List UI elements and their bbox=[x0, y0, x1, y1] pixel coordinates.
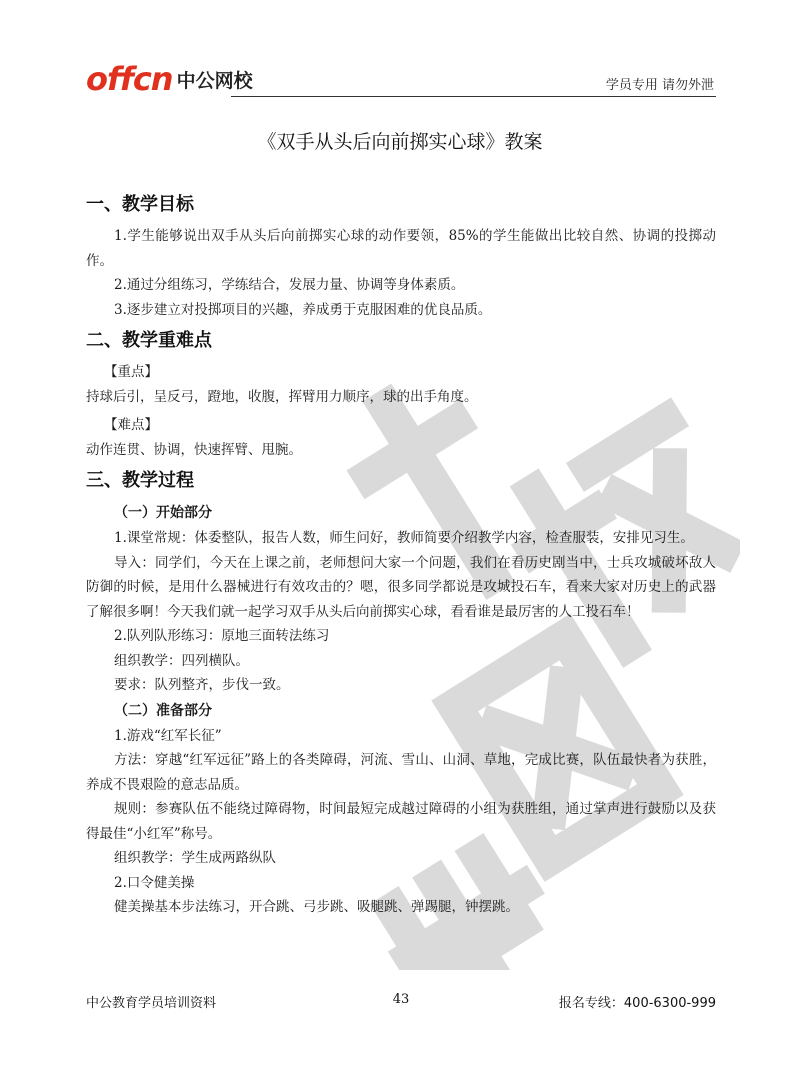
difficulties-label: 【难点】 bbox=[104, 417, 158, 433]
header-note: 学员专用 请勿外泄 bbox=[605, 78, 714, 93]
section-heading-process: 三、教学过程 bbox=[86, 470, 194, 491]
page-number: 43 bbox=[392, 992, 410, 1007]
difficulties-text: 动作连贯、协调，快速挥臂、甩腕。 bbox=[86, 441, 302, 458]
paragraph: 1.学生能够说出双手从头后向前掷实心球的动作要领，85%的学生能做出比较自然、协调的投掷动作。 bbox=[86, 228, 716, 269]
logo-text: 中公网校 bbox=[176, 70, 253, 92]
header-divider bbox=[231, 96, 716, 97]
section-heading-key-points: 二、教学重难点 bbox=[86, 330, 212, 351]
page-header bbox=[86, 58, 716, 102]
paragraph: 导入：同学们，今天在上课之前，老师想问大家一个问题，我们在看历史剧当中，士兵攻城破坏敌人防御的时候，是用什么器械进行有效攻击的？嗯，很多同学都说是攻城投石车，看来大家对历史上的武器了解很多啊！今天我们就一起学习双手从头后向前掷实心球，看看谁是最厉害的人工投石车！ bbox=[86, 554, 716, 620]
paragraph: 组织教学：学生成两路纵队 bbox=[114, 850, 276, 866]
footer-left: 中公教育学员培训资料 bbox=[86, 996, 217, 1011]
subsection-heading-opening: （一）开始部分 bbox=[114, 505, 212, 521]
page-title: 《双手从头后向前掷实心球》教案 bbox=[257, 131, 543, 153]
offcn-logo bbox=[86, 58, 253, 98]
paragraph: 规则：参赛队伍不能绕过障碍物，时间最短完成越过障碍的小组为获胜组，通过掌声进行鼓励以及获得最佳“小红军”称号。 bbox=[86, 801, 716, 842]
paragraph: 1.游戏“红军长征” bbox=[114, 727, 222, 744]
paragraph: 2.队列队形练习：原地三面转法练习 bbox=[114, 628, 330, 644]
paragraph: 1.课堂常规：体委整队，报告人数，师生问好，教师简要介绍教学内容，检查服装，安排见习生。 bbox=[114, 530, 694, 546]
footer-hotline: 报名专线：400-6300-999 bbox=[558, 996, 716, 1011]
key-points-text: 持球后引，呈反弓，蹬地，收腹，挥臂用力顺序，球的出手角度。 bbox=[86, 388, 478, 405]
key-points-label: 【重点】 bbox=[104, 364, 158, 380]
paragraph: 健美操基本步法练习，开合跳、弓步跳、吸腿跳、弹踢腿，钟摆跳。 bbox=[114, 899, 519, 915]
logo-mark: offcn bbox=[86, 60, 173, 98]
paragraph: 方法：穿越“红军远征”路上的各类障碍，河流、雪山、山洞、草地，完成比赛，队伍最快者为获胜，养成不畏艰险的意志品质。 bbox=[86, 752, 716, 793]
paragraph: 2.口令健美操 bbox=[114, 874, 195, 891]
paragraph: 2.通过分组练习，学练结合，发展力量、协调等身体素质。 bbox=[114, 277, 465, 293]
subsection-heading-preparation: （二）准备部分 bbox=[114, 702, 212, 719]
page-footer bbox=[86, 992, 716, 1012]
paragraph: 3.逐步建立对投掷项目的兴趣，养成勇于克服困难的优良品质。 bbox=[114, 301, 492, 318]
paragraph: 要求：队列整齐，步伐一致。 bbox=[114, 677, 290, 693]
document-body bbox=[86, 190, 716, 920]
paragraph: 组织教学：四列横队。 bbox=[114, 652, 249, 669]
section-heading-objectives: 一、教学目标 bbox=[86, 194, 194, 215]
